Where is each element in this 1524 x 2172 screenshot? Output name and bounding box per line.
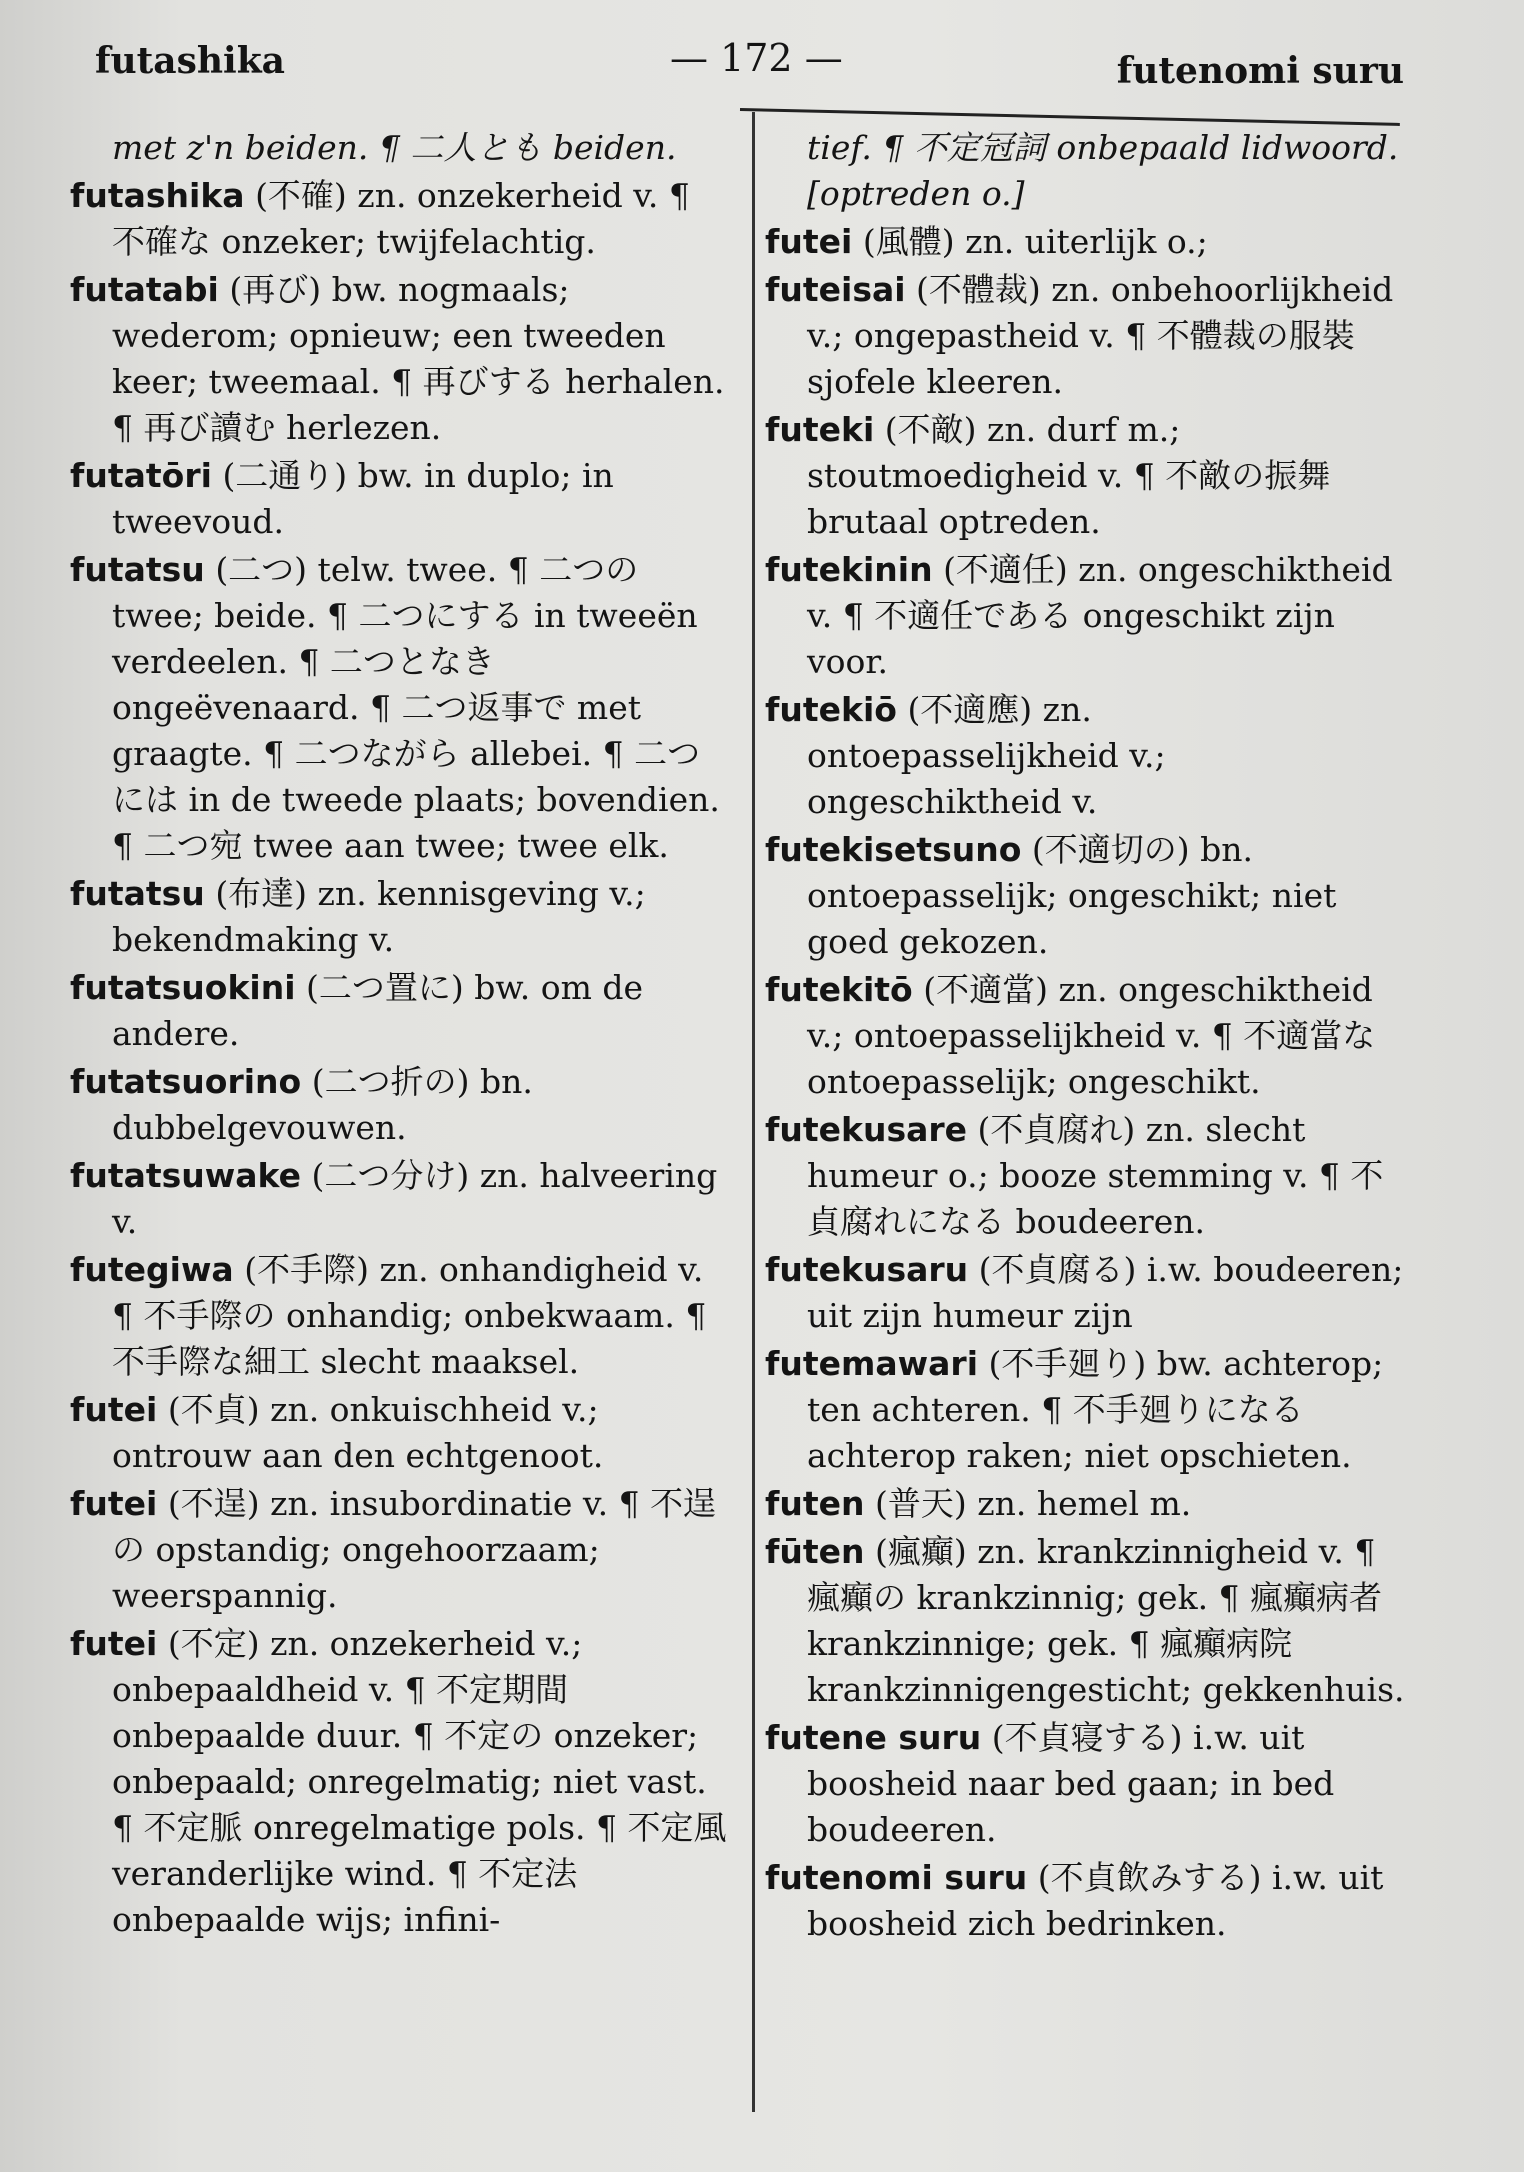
entry-definition: (不逞) zn. insubordinatie v. ¶ 不逞の opstandig; ongehoorzaam; weerspannig. <box>112 1484 717 1615</box>
entry-definition: (不定) zn. onzekerheid v.; onbepaaldheid v. ¶ 不定期間 onbepaalde duur. ¶ 不定の onzeker; onbepaald; onregelmatig; niet vast. ¶ 不定脈 onregelmatige pols. ¶ 不定風 veranderlijke wind. ¶ 不定法 onbepaalde wijs; infini- <box>112 1624 727 1939</box>
entry-headword: futatsuokini <box>70 968 296 1007</box>
dictionary-entry <box>765 267 1410 405</box>
header-rule <box>740 108 1400 126</box>
entry-headword: futei <box>70 1390 158 1429</box>
entry-headword: futekusaru <box>765 1250 969 1289</box>
entry-headword: futei <box>765 222 853 261</box>
dictionary-entry <box>765 1715 1410 1853</box>
entry-headword: futatsuorino <box>70 1062 302 1101</box>
dictionary-entry <box>765 687 1410 825</box>
entry-definition: (不貞飲みする) i.w. uit boosheid zich bedrinken. <box>807 1858 1384 1943</box>
dictionary-entry <box>765 547 1410 685</box>
entry-definition: (二通り) bw. in duplo; in tweevoud. <box>112 456 614 541</box>
dictionary-entry <box>765 1341 1410 1479</box>
dictionary-entry <box>70 965 730 1057</box>
entry-definition: (不敵) zn. durf m.; stoutmoedigheid v. ¶ 不敵の振舞 brutaal optreden. <box>807 410 1331 541</box>
entry-definition: (二つ折の) bn. dubbelgevouwen. <box>112 1062 533 1147</box>
entry-definition: (不貞腐れ) zn. slecht humeur o.; booze stemming v. ¶ 不貞腐れになる boudeeren. <box>807 1110 1384 1241</box>
entry-definition: (再び) bw. nogmaals; wederom; opnieuw; een tweeden keer; tweemaal. ¶ 再びする herhalen. ¶ 再び讀む herlezen. <box>112 270 725 447</box>
entry-headword: futen <box>765 1484 865 1523</box>
entry-definition: (不確) zn. onzekerheid v. ¶ 不確な onzeker; twijfelachtig. <box>112 176 690 261</box>
entry-headword: futeisai <box>765 270 906 309</box>
entry-headword: futekusare <box>765 1110 968 1149</box>
dictionary-entry <box>70 1247 730 1385</box>
entry-headword: futatsuwake <box>70 1156 301 1195</box>
dictionary-entry <box>70 173 730 265</box>
entry-text: tief. ¶ 不定冠詞 onbepaald lidwoord. [optreden o.] <box>807 128 1399 213</box>
entry-headword: futatabi <box>70 270 219 309</box>
entry-definition: (不貞) zn. onkuischheid v.; ontrouw aan den echtgenoot. <box>112 1390 604 1475</box>
entry-definition: (布達) zn. kennisgeving v.; bekendmaking v. <box>112 874 646 959</box>
dictionary-entry <box>765 1855 1410 1947</box>
entry-definition: (不手廻り) bw. achterop; ten achteren. ¶ 不手廻りになる achterop raken; niet opschieten. <box>807 1344 1384 1475</box>
page-header <box>0 30 1524 100</box>
entry-definition: (二つ置に) bw. om de andere. <box>112 968 644 1053</box>
entry-text: met z'n beiden. ¶ 二人とも beiden. <box>112 128 677 167</box>
entry-definition: (瘋癲) zn. krankzinnigheid v. ¶ 瘋癲の krankzinnig; gek. ¶ 瘋癲病者 krankzinnige; gek. ¶ 瘋癲病院 krankzinnigengesticht; gekkenhuis. <box>807 1532 1405 1709</box>
entry-headword: futei <box>70 1624 158 1663</box>
dictionary-entry <box>70 1387 730 1479</box>
entry-definition: (不適切の) bn. ontoepasselijk; ongeschikt; niet goed gekozen. <box>807 830 1337 961</box>
entry-definition: (不適應) zn. ontoepasselijkheid v.; ongeschiktheid v. <box>807 690 1166 821</box>
entry-headword: fūten <box>765 1532 865 1571</box>
dictionary-entry <box>765 407 1410 545</box>
entry-headword: futene suru <box>765 1718 982 1757</box>
entry-definition: (不貞腐る) i.w. boudeeren; uit zijn humeur zijn <box>807 1250 1404 1335</box>
entry-headword: futemawari <box>765 1344 979 1383</box>
entry-definition: (普天) zn. hemel m. <box>875 1484 1192 1523</box>
dictionary-entry <box>70 1481 730 1619</box>
entry-definition: (不體裁) zn. onbehoorlijkheid v.; ongepastheid v. ¶ 不體裁の服裝 sjofele kleeren. <box>807 270 1394 401</box>
entry-headword: futatsu <box>70 550 205 589</box>
entry-headword: futekinin <box>765 550 933 589</box>
entry-headword: futei <box>70 1484 158 1523</box>
header-left-guideword: futashika <box>95 40 286 82</box>
dictionary-entry <box>765 967 1410 1105</box>
column-divider <box>752 112 755 2112</box>
dictionary-entry <box>765 1529 1410 1713</box>
entry-headword: futatsu <box>70 874 205 913</box>
entry-headword: futekitō <box>765 970 913 1009</box>
page-number: — 172 — <box>670 36 843 80</box>
entry-headword: futenomi suru <box>765 1858 1028 1897</box>
entry-definition: (二つ) telw. twee. ¶ 二つの twee; beide. ¶ 二つにする in tweeën verdeelen. ¶ 二つとなき ongeëvenaard. ¶ 二つ返事で met graagte. ¶ 二つながら allebei. ¶ 二つには in de tweede plaats; bovendien. ¶ 二つ宛 twee aan twee; twee elk. <box>112 550 720 865</box>
right-column <box>765 125 1410 1949</box>
header-right-guideword: futenomi suru <box>1116 50 1404 92</box>
dictionary-entry <box>70 871 730 963</box>
dictionary-entry <box>765 219 1410 265</box>
dictionary-entry <box>70 453 730 545</box>
entry-headword: futegiwa <box>70 1250 234 1289</box>
entry-headword: futekiō <box>765 690 897 729</box>
entry-continuation <box>765 125 1410 217</box>
entry-definition: (二つ分け) zn. halveering v. <box>112 1156 718 1241</box>
dictionary-entry <box>70 267 730 451</box>
entry-continuation <box>70 125 730 171</box>
entry-definition: (風體) zn. uiterlijk o.; <box>862 222 1208 261</box>
dictionary-entry <box>765 1107 1410 1245</box>
entry-definition: (不手際) zn. onhandigheid v. ¶ 不手際の onhandig; onbekwaam. ¶ 不手際な細工 slecht maaksel. <box>112 1250 707 1381</box>
dictionary-entry <box>70 1059 730 1151</box>
entry-headword: futekisetsuno <box>765 830 1022 869</box>
left-column <box>70 125 730 1945</box>
dictionary-entry <box>765 1481 1410 1527</box>
entry-headword: futashika <box>70 176 245 215</box>
dictionary-entry <box>70 547 730 869</box>
entry-definition: (不適當) zn. ongeschiktheid v.; ontoepasselijkheid v. ¶ 不適當な ontoepasselijk; ongeschikt. <box>807 970 1376 1101</box>
dictionary-entry <box>70 1153 730 1245</box>
dictionary-entry <box>70 1621 730 1943</box>
entry-headword: futatōri <box>70 456 212 495</box>
dictionary-entry <box>765 1247 1410 1339</box>
entry-definition: (不適任) zn. ongeschiktheid v. ¶ 不適任である ongeschikt zijn voor. <box>807 550 1393 681</box>
entry-headword: futeki <box>765 410 875 449</box>
entry-definition: (不貞寝する) i.w. uit boosheid naar bed gaan; in bed boudeeren. <box>807 1718 1335 1849</box>
dictionary-entry <box>765 827 1410 965</box>
